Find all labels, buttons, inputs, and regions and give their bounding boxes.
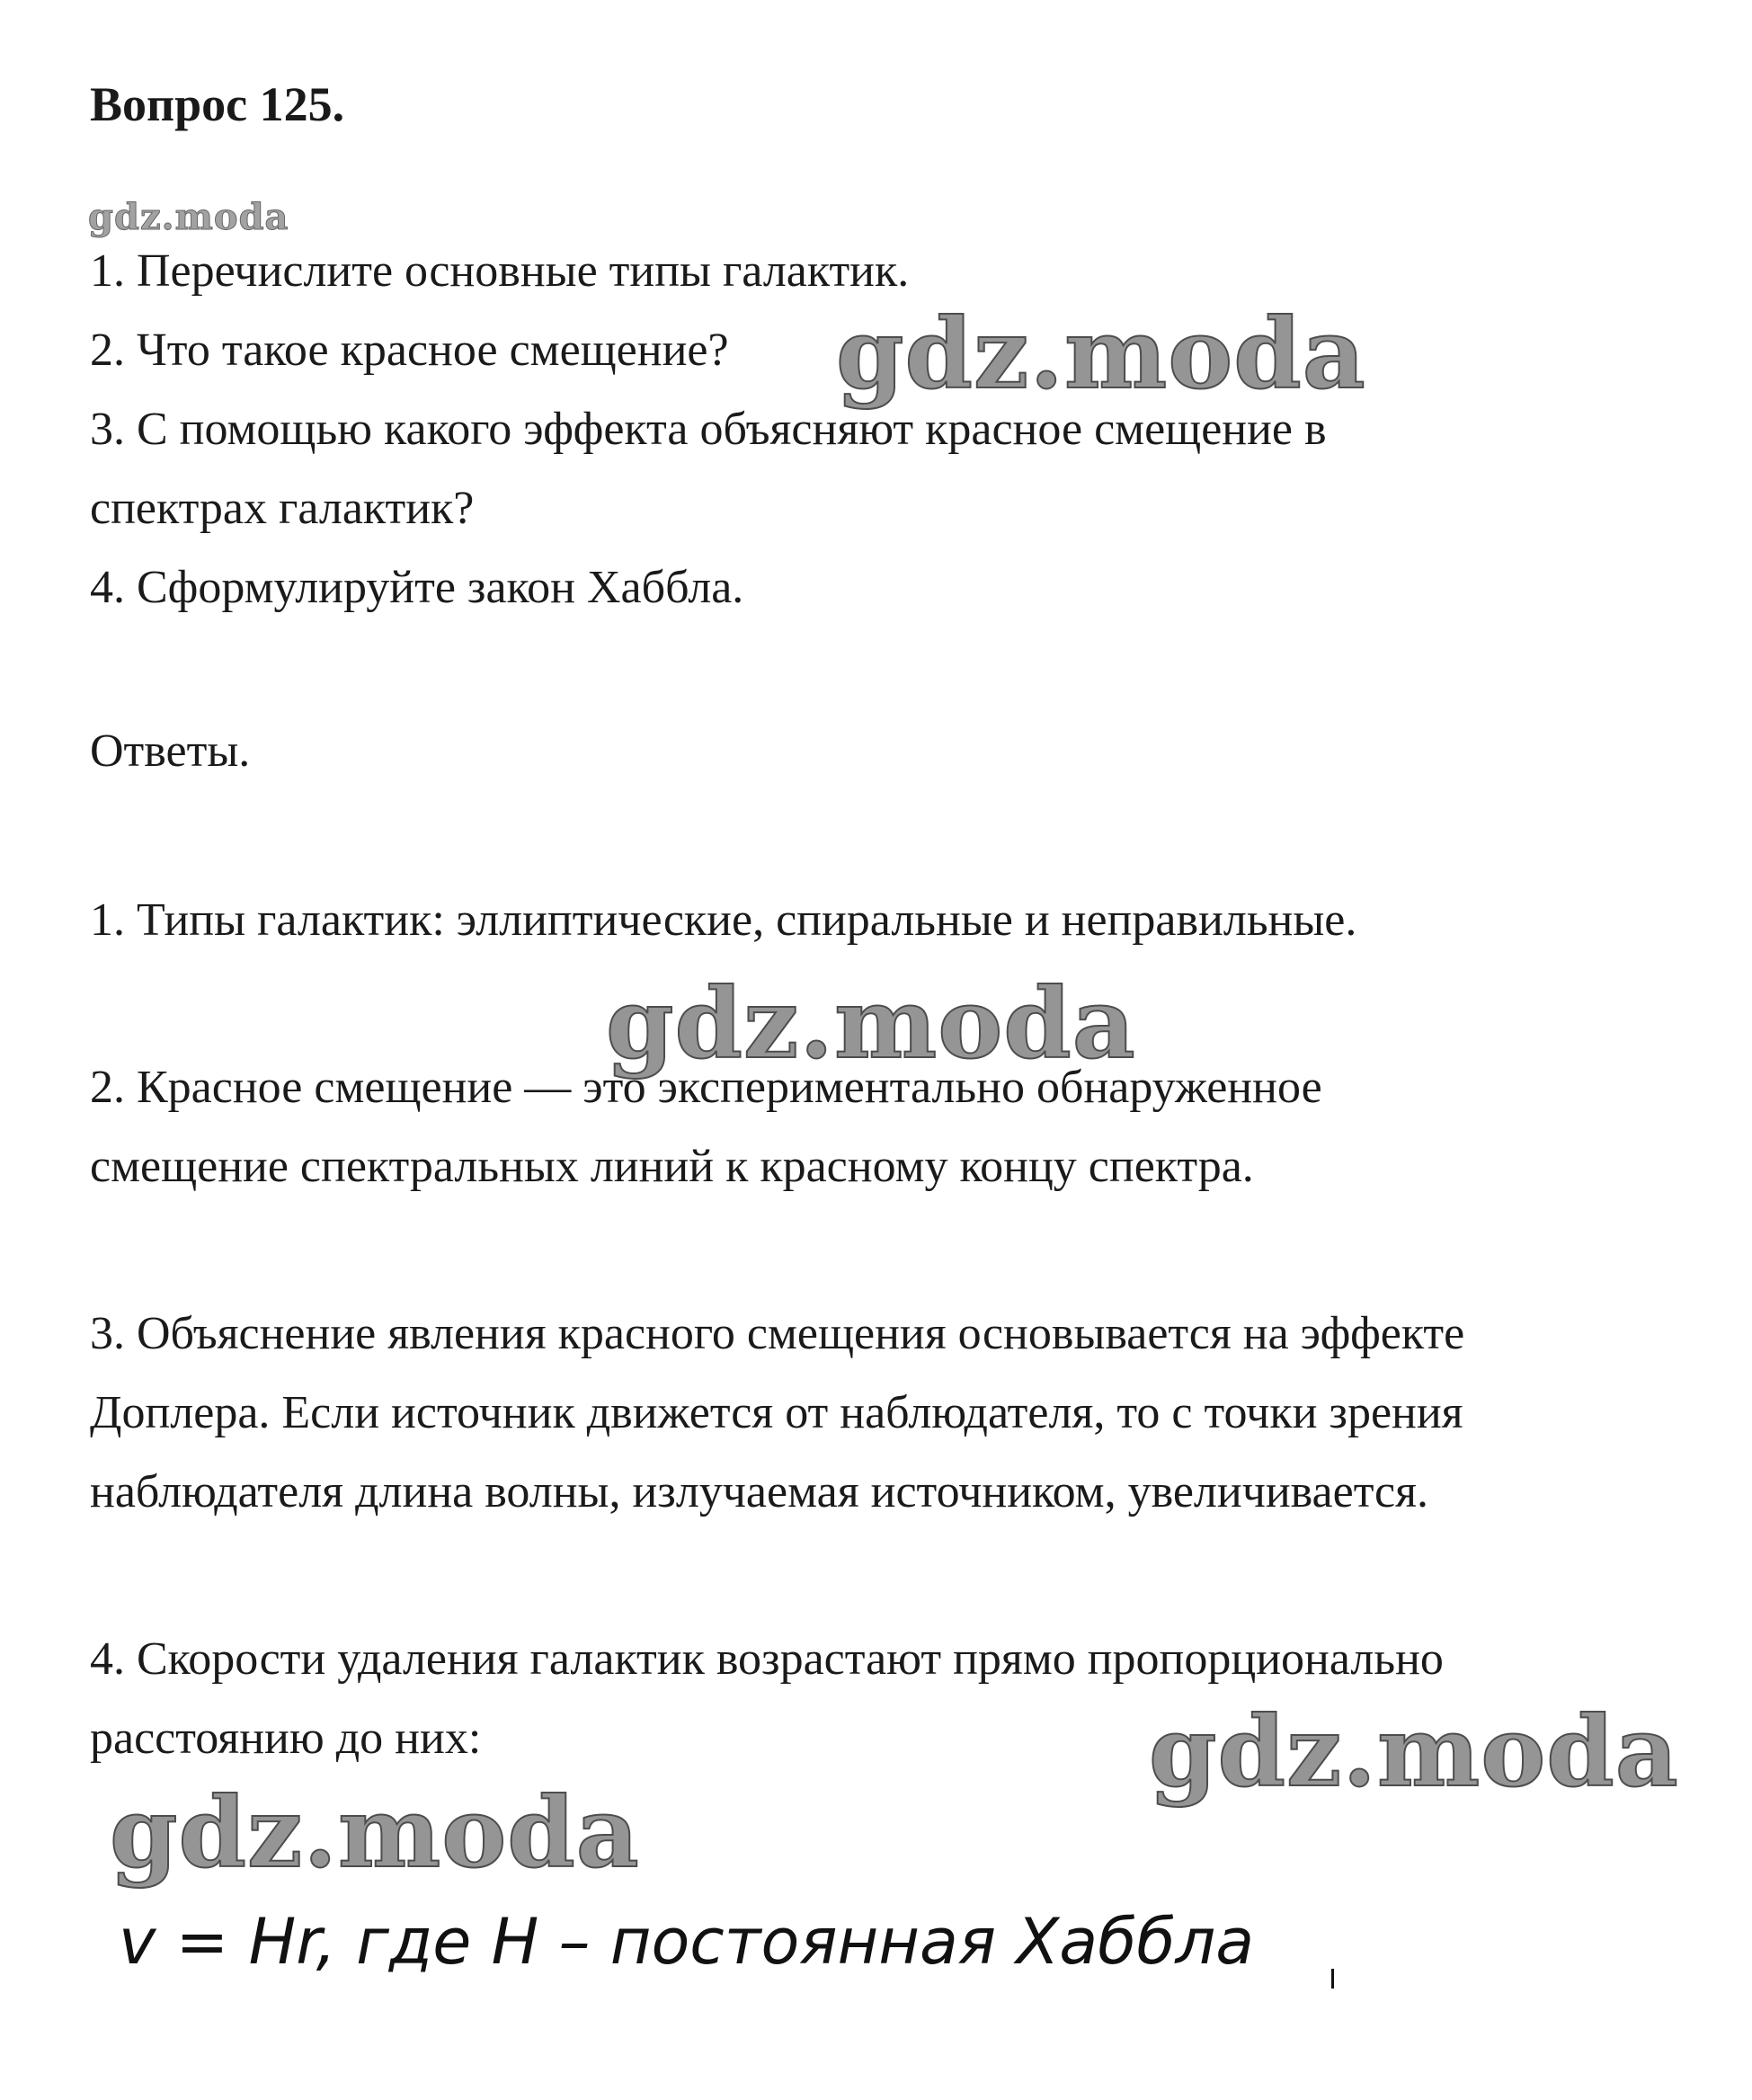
question-4: 4. Сформулируйте закон Хаббла. xyxy=(90,562,744,613)
hubble-formula: v = Hr, где H – постоянная Хаббла xyxy=(119,1905,1255,1979)
question-3-line-1: 3. С помощью какого эффекта объясняют красное смещение в xyxy=(90,404,1327,455)
watermark-4: gdz.moda xyxy=(110,1776,640,1890)
watermark-2: gdz.moda xyxy=(606,967,1136,1081)
watermark-small: gdz.moda xyxy=(88,196,289,238)
answer-2-line-1: 2. Красное смещение — это экспериментально обнаруженное xyxy=(90,1062,1322,1113)
question-3-line-2: спектрах галактик? xyxy=(90,483,475,534)
answer-3-line-2: Доплера. Если источник движется от наблюдателя, то с точки зрения xyxy=(90,1387,1463,1438)
watermark-1: gdz.moda xyxy=(836,298,1366,411)
answer-3-line-1: 3. Объяснение явления красного смещения основывается на эффекте xyxy=(90,1308,1465,1359)
answer-1: 1. Типы галактик: эллиптические, спиральные и неправильные. xyxy=(90,894,1357,946)
answer-2-line-2: смещение спектральных линий к красному концу спектра. xyxy=(90,1141,1254,1192)
answer-3-line-3: наблюдателя длина волны, излучаемая источником, увеличивается. xyxy=(90,1466,1429,1517)
cursor-mark xyxy=(1331,1969,1334,1989)
answer-4-line-1: 4. Скорости удаления галактик возрастают прямо пропорционально xyxy=(90,1633,1444,1685)
question-2: 2. Что такое красное смещение? xyxy=(90,325,729,376)
answer-4-line-2: расстоянию до них: xyxy=(90,1713,482,1764)
page-title: Вопрос 125. xyxy=(90,77,345,131)
watermark-3: gdz.moda xyxy=(1149,1695,1679,1809)
answers-heading: Ответы. xyxy=(90,725,251,777)
question-1: 1. Перечислите основные типы галактик. xyxy=(90,245,910,297)
